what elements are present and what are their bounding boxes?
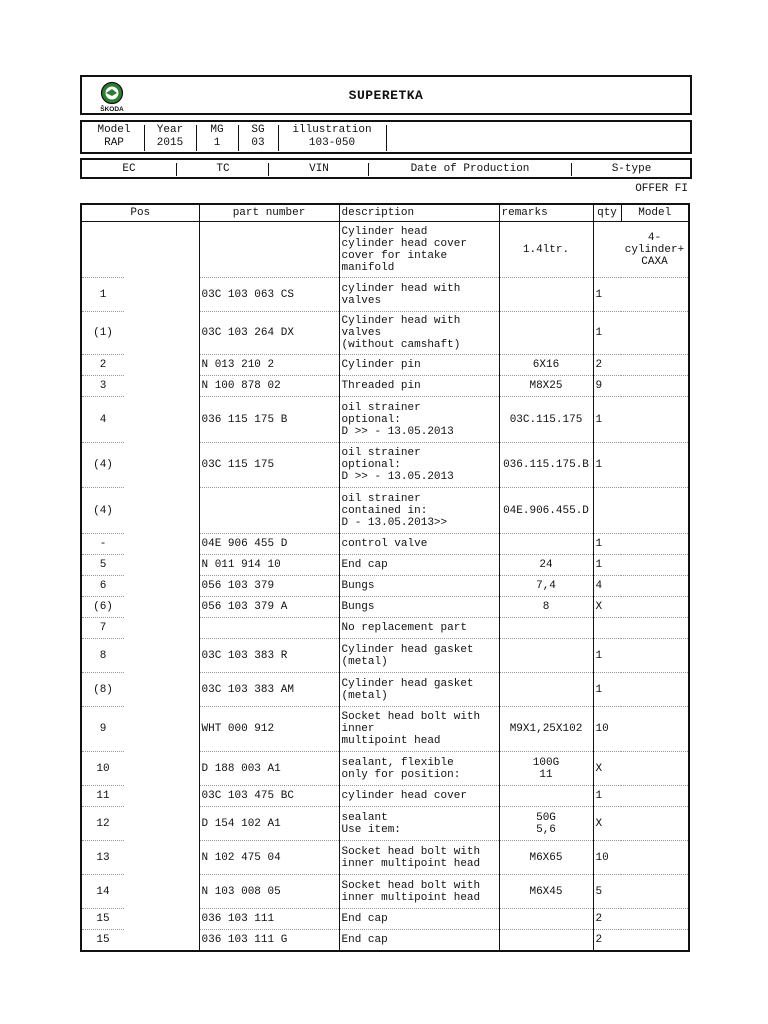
pos-cell: 14 xyxy=(81,875,124,909)
qty-cell: 1 xyxy=(593,278,621,312)
spacer-cell xyxy=(124,786,199,807)
description-cell: cylinder head with valves xyxy=(339,278,499,312)
remarks-cell xyxy=(499,909,593,930)
qty-cell: 1 xyxy=(593,312,621,355)
id-date-of-production: Date of Production xyxy=(410,163,530,175)
info-model xyxy=(86,124,142,150)
spacer-cell xyxy=(124,875,199,909)
pos-cell: (8) xyxy=(81,673,124,707)
info-illustration-label: illustration xyxy=(292,124,372,136)
pos-cell: 2 xyxy=(81,355,124,376)
description-cell: oil strainer optional: D >> - 13.05.2013 xyxy=(339,397,499,443)
description-cell: End cap xyxy=(339,555,499,576)
description-cell: Cylinder head gasket (metal) xyxy=(339,673,499,707)
model-cell xyxy=(621,376,689,397)
pos-cell: 1 xyxy=(81,278,124,312)
table-row xyxy=(81,752,689,786)
pos-cell: 10 xyxy=(81,752,124,786)
info-mg-label: MG xyxy=(210,124,224,136)
divider xyxy=(386,125,387,151)
remarks-cell xyxy=(499,639,593,673)
qty-cell: 10 xyxy=(593,841,621,875)
table-row xyxy=(81,786,689,807)
part-number-cell: N 102 475 04 xyxy=(199,841,339,875)
table-row xyxy=(81,376,689,397)
remarks-cell: M6X45 xyxy=(499,875,593,909)
model-cell xyxy=(621,312,689,355)
remarks-cell: 100G 11 xyxy=(499,752,593,786)
description-cell: Cylinder pin xyxy=(339,355,499,376)
column-header-remarks: remarks xyxy=(499,204,593,222)
part-number-cell: WHT 000 912 xyxy=(199,707,339,752)
model-cell xyxy=(621,707,689,752)
pos-cell: (4) xyxy=(81,443,124,488)
description-cell: No replacement part xyxy=(339,618,499,639)
pos-cell: (6) xyxy=(81,597,124,618)
remarks-cell: 7,4 xyxy=(499,576,593,597)
description-cell: Bungs xyxy=(339,597,499,618)
divider xyxy=(571,163,572,176)
pos-cell: 4 xyxy=(81,397,124,443)
model-cell xyxy=(621,278,689,312)
description-cell: Cylinder head gasket (metal) xyxy=(339,639,499,673)
remarks-cell: 03C.115.175 xyxy=(499,397,593,443)
spacer-cell xyxy=(124,597,199,618)
pos-cell: 3 xyxy=(81,376,124,397)
spacer-cell xyxy=(124,618,199,639)
description-cell: oil strainer optional: D >> - 13.05.2013 xyxy=(339,443,499,488)
model-cell xyxy=(621,555,689,576)
spacer-cell xyxy=(124,222,199,278)
part-number-cell xyxy=(199,488,339,534)
description-cell: Socket head bolt with inner multipoint head xyxy=(339,875,499,909)
table-row xyxy=(81,534,689,555)
description-cell: Socket head bolt with inner multipoint head xyxy=(339,707,499,752)
spacer-cell xyxy=(124,576,199,597)
divider xyxy=(144,125,145,151)
part-number-cell: 04E 906 455 D xyxy=(199,534,339,555)
part-number-cell: 056 103 379 A xyxy=(199,597,339,618)
id-vin: VIN xyxy=(309,163,329,175)
pos-cell: 9 xyxy=(81,707,124,752)
qty-cell: 10 xyxy=(593,707,621,752)
part-number-cell: N 011 914 10 xyxy=(199,555,339,576)
table-row xyxy=(81,312,689,355)
spacer-cell xyxy=(124,397,199,443)
id-ec: EC xyxy=(122,163,136,175)
qty-cell: X xyxy=(593,597,621,618)
pos-cell: 12 xyxy=(81,807,124,841)
table-row xyxy=(81,909,689,930)
info-mg xyxy=(198,124,236,150)
qty-cell xyxy=(593,222,621,278)
column-header-model: Model xyxy=(621,204,689,222)
model-cell xyxy=(621,576,689,597)
page-title: SUPERETKA xyxy=(348,88,424,103)
table-row xyxy=(81,597,689,618)
id-s-type: S-type xyxy=(611,163,652,175)
table-row xyxy=(81,397,689,443)
table-row xyxy=(81,707,689,752)
qty-cell: 1 xyxy=(593,443,621,488)
info-sg xyxy=(240,124,276,150)
info-mg-value: 1 xyxy=(213,137,221,149)
table-body xyxy=(81,222,689,951)
spacer-cell xyxy=(124,841,199,875)
table-row xyxy=(81,488,689,534)
model-cell xyxy=(621,355,689,376)
spacer-cell xyxy=(124,376,199,397)
spacer-cell xyxy=(124,807,199,841)
qty-cell: 2 xyxy=(593,909,621,930)
model-cell xyxy=(621,639,689,673)
description-cell: sealant, flexible only for position: xyxy=(339,752,499,786)
remarks-cell: M8X25 xyxy=(499,376,593,397)
qty-cell xyxy=(593,618,621,639)
remarks-cell: 8 xyxy=(499,597,593,618)
table-row xyxy=(81,930,689,951)
info-year-label: Year xyxy=(156,124,184,136)
pos-cell: 11 xyxy=(81,786,124,807)
table-row xyxy=(81,673,689,707)
column-header-part-number: part number xyxy=(199,204,339,222)
remarks-cell xyxy=(499,278,593,312)
table-row xyxy=(81,222,689,278)
spacer-cell xyxy=(124,355,199,376)
model-cell xyxy=(621,752,689,786)
part-number-cell: N 103 008 05 xyxy=(199,875,339,909)
table-row xyxy=(81,807,689,841)
model-cell xyxy=(621,909,689,930)
part-number-cell: 03C 103 475 BC xyxy=(199,786,339,807)
info-sg-value: 03 xyxy=(251,137,265,149)
divider xyxy=(176,163,177,176)
pos-cell: (4) xyxy=(81,488,124,534)
model-cell: 4- cylinder+ CAXA xyxy=(621,222,689,278)
divider xyxy=(278,125,279,151)
qty-cell: 1 xyxy=(593,786,621,807)
description-cell: oil strainer contained in: D - 13.05.2013>> xyxy=(339,488,499,534)
remarks-cell xyxy=(499,673,593,707)
qty-cell: 4 xyxy=(593,576,621,597)
remarks-cell: 04E.906.455.D xyxy=(499,488,593,534)
info-model-label: Model xyxy=(97,124,131,136)
model-cell xyxy=(621,488,689,534)
model-cell xyxy=(621,597,689,618)
pos-cell: 15 xyxy=(81,930,124,951)
table-row xyxy=(81,355,689,376)
qty-cell xyxy=(593,488,621,534)
pos-cell: 5 xyxy=(81,555,124,576)
model-cell xyxy=(621,807,689,841)
part-number-cell: N 100 878 02 xyxy=(199,376,339,397)
info-sg-label: SG xyxy=(251,124,265,136)
part-number-cell: N 013 210 2 xyxy=(199,355,339,376)
remarks-cell: 50G 5,6 xyxy=(499,807,593,841)
part-number-cell: 036 103 111 xyxy=(199,909,339,930)
pos-cell: 8 xyxy=(81,639,124,673)
table-row xyxy=(81,841,689,875)
qty-cell: X xyxy=(593,752,621,786)
remarks-cell: 036.115.175.B xyxy=(499,443,593,488)
remarks-cell: 1.4ltr. xyxy=(499,222,593,278)
part-number-cell: 036 103 111 G xyxy=(199,930,339,951)
remarks-cell xyxy=(499,312,593,355)
remarks-cell xyxy=(499,786,593,807)
id-tc: TC xyxy=(216,163,230,175)
qty-cell: X xyxy=(593,807,621,841)
description-cell: End cap xyxy=(339,909,499,930)
description-cell: control valve xyxy=(339,534,499,555)
description-cell: Bungs xyxy=(339,576,499,597)
part-number-cell xyxy=(199,618,339,639)
column-header-qty: qty xyxy=(593,204,621,222)
spacer-cell xyxy=(124,278,199,312)
spacer-cell xyxy=(124,555,199,576)
qty-cell: 2 xyxy=(593,930,621,951)
table-header-row xyxy=(81,204,689,222)
spacer-cell xyxy=(124,707,199,752)
id-box xyxy=(80,158,692,179)
part-number-cell: 03C 115 175 xyxy=(199,443,339,488)
part-number-cell: D 188 003 A1 xyxy=(199,752,339,786)
spacer-cell xyxy=(124,312,199,355)
model-cell xyxy=(621,534,689,555)
qty-cell: 2 xyxy=(593,355,621,376)
pos-cell: - xyxy=(81,534,124,555)
remarks-cell: M9X1,25X102 xyxy=(499,707,593,752)
description-cell: Cylinder head with valves (without camshaft) xyxy=(339,312,499,355)
offer-label: OFFER FI xyxy=(635,183,688,195)
divider xyxy=(196,125,197,151)
model-cell xyxy=(621,786,689,807)
column-header-pos: Pos xyxy=(81,204,199,222)
table-row xyxy=(81,618,689,639)
part-number-cell: 03C 103 383 R xyxy=(199,639,339,673)
qty-cell: 1 xyxy=(593,397,621,443)
remarks-cell: 24 xyxy=(499,555,593,576)
qty-cell: 5 xyxy=(593,875,621,909)
pos-cell xyxy=(81,222,124,278)
table-row xyxy=(81,555,689,576)
spacer-cell xyxy=(124,534,199,555)
parts-table xyxy=(80,203,690,952)
remarks-cell: M6X65 xyxy=(499,841,593,875)
remarks-cell: 6X16 xyxy=(499,355,593,376)
remarks-cell xyxy=(499,930,593,951)
column-header-description: description xyxy=(339,204,499,222)
remarks-cell xyxy=(499,534,593,555)
pos-cell: (1) xyxy=(81,312,124,355)
model-cell xyxy=(621,397,689,443)
table-row xyxy=(81,875,689,909)
remarks-cell xyxy=(499,618,593,639)
part-number-cell: 036 115 175 B xyxy=(199,397,339,443)
spacer-cell xyxy=(124,930,199,951)
spacer-cell xyxy=(124,639,199,673)
info-model-value: RAP xyxy=(104,137,124,149)
spacer-cell xyxy=(124,673,199,707)
part-number-cell: 03C 103 264 DX xyxy=(199,312,339,355)
qty-cell: 9 xyxy=(593,376,621,397)
model-cell xyxy=(621,875,689,909)
qty-cell: 1 xyxy=(593,534,621,555)
info-illustration-value: 103-050 xyxy=(308,137,356,149)
table-row xyxy=(81,443,689,488)
table-row xyxy=(81,278,689,312)
table-row xyxy=(81,576,689,597)
divider xyxy=(238,125,239,151)
description-cell: Threaded pin xyxy=(339,376,499,397)
pos-cell: 6 xyxy=(81,576,124,597)
description-cell: Cylinder head cylinder head cover cover for intake manifold xyxy=(339,222,499,278)
qty-cell: 1 xyxy=(593,673,621,707)
model-cell xyxy=(621,930,689,951)
part-number-cell: 03C 103 383 AM xyxy=(199,673,339,707)
part-number-cell: D 154 102 A1 xyxy=(199,807,339,841)
pos-cell: 15 xyxy=(81,909,124,930)
model-cell xyxy=(621,618,689,639)
svg-text:ŠKODA: ŠKODA xyxy=(100,106,124,113)
qty-cell: 1 xyxy=(593,555,621,576)
spacer-cell xyxy=(124,488,199,534)
part-number-cell: 056 103 379 xyxy=(199,576,339,597)
spacer-cell xyxy=(124,752,199,786)
model-cell xyxy=(621,443,689,488)
divider xyxy=(368,163,369,176)
description-cell: cylinder head cover xyxy=(339,786,499,807)
pos-cell: 7 xyxy=(81,618,124,639)
description-cell: End cap xyxy=(339,930,499,951)
table-row xyxy=(81,639,689,673)
part-number-cell xyxy=(199,222,339,278)
model-cell xyxy=(621,673,689,707)
title-box xyxy=(80,75,692,115)
info-box xyxy=(80,120,692,154)
pos-cell: 13 xyxy=(81,841,124,875)
model-cell xyxy=(621,841,689,875)
spacer-cell xyxy=(124,443,199,488)
description-cell: Socket head bolt with inner multipoint head xyxy=(339,841,499,875)
qty-cell: 1 xyxy=(593,639,621,673)
info-illustration xyxy=(280,124,384,150)
info-year xyxy=(146,124,194,150)
divider xyxy=(268,163,269,176)
part-number-cell: 03C 103 063 CS xyxy=(199,278,339,312)
info-year-value: 2015 xyxy=(156,137,184,149)
spacer-cell xyxy=(124,909,199,930)
description-cell: sealant Use item: xyxy=(339,807,499,841)
